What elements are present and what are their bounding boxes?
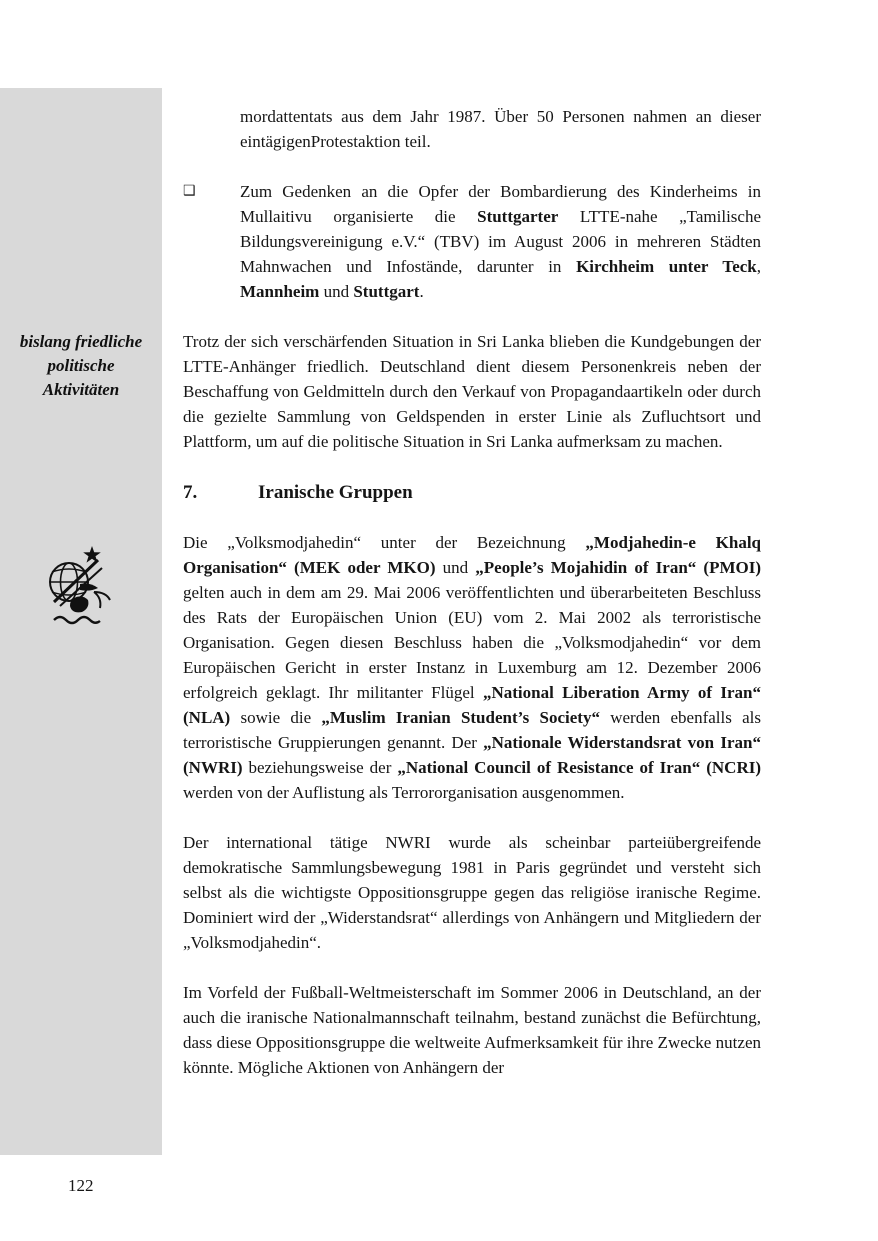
- paragraph-continuation: mordattentats aus dem Jahr 1987. Über 50 Personen nahmen an dieser eintägigenProtestaktion teil.: [240, 107, 761, 151]
- paragraph-nwri: Der international tätige NWRI wurde als scheinbar parteiübergreifende demokratische Sammlungsbewegung 1981 in Paris gegründet und versteht sich selbst als die wichtigste Oppositionsgruppe gegen das religiöse iranische Regime. Dominiert wird der „Widerstandsrat“ allerdings von Anhängern und Mitgliedern der „Volksmodjahedin“.: [183, 833, 761, 952]
- section-heading: [183, 480, 761, 505]
- margin-note-line: politische: [47, 356, 115, 375]
- section-number: 7.: [183, 482, 198, 503]
- bullet-item: [183, 179, 761, 304]
- paragraph-iranische-gruppen: Die „Volksmodjahedin“ unter der Bezeichnung „Modjahedin-e Khalq Organisation“ (MEK oder MKO) und „People’s Mojahidin of Iran“ (PMOI) gelten auch in dem am 29. Mai 2006 veröffentlichten und überarbeiteten Beschluss des Rats der Europäischen Union (EU) vom 2. Mai 2002 als terroristische Organisation. Gegen diesen Beschluss haben die „Volksmodjahedin“ vor dem Europäischen Gericht in erster Instanz in Luxemburg am 12. Dezember 2006 erfolgreich geklagt. Ihr militanter Flügel „National Liberation Army of Iran“ (NLA) sowie die „Muslim Iranian Student’s Society“ werden ebenfalls als terroristische Gruppierungen genannt. Der „Nationale Widerstandsrat von Iran“ (NWRI) beziehungsweise der „National Council of Resistance of Iran“ (NCRI) werden von der Auflistung als Terrororganisation ausgenommen.: [183, 533, 762, 802]
- main-content: [183, 104, 761, 1105]
- bullet-text: Zum Gedenken an die Opfer der Bombardierung des Kinderheims in Mullaitivu organisierte die Stuttgarter LTTE-nahe „Tamilische Bildungsvereinigung e.V.“ (TBV) im August 2006 in mehreren Städten Mahnwachen und Infostände, darunter in Kirchheim unter Teck, Mannheim und Stuttgart.: [240, 182, 762, 301]
- section-title: Iranische Gruppen: [258, 482, 413, 503]
- paragraph-weltmeisterschaft: Im Vorfeld der Fußball-Weltmeisterschaft im Sommer 2006 in Deutschland, an der auch die iranische Nationalmannschaft teilnahm, bestand zunächst die Befürchtung, dass diese Oppositionsgruppe die weltweite Aufmerksamkeit für ihre Zwecke nutzen könnte. Mögliche Aktionen von Anhängern der: [183, 983, 761, 1077]
- margin-note-line: Aktivitäten: [42, 380, 120, 399]
- page-number: 122: [68, 1176, 94, 1195]
- square-bullet-icon: ❑: [183, 184, 196, 199]
- margin-note: [6, 330, 156, 402]
- sidebar: [0, 88, 162, 1155]
- star-icon: [83, 546, 101, 563]
- paragraph-trotz: Trotz der sich verschärfenden Situation in Sri Lanka blieben die Kundgebungen der LTTE-Anhänger friedlich. Deutschland dient diesem Personenkreis neben der Beschaffung von Geldmitteln durch den Verkauf von Propagandaartikeln oder durch die gezielte Sammlung von Geldspenden in erster Linie als Zufluchtsort und Plattform, um auf die politische Situation in Sri Lanka aufmerksam zu machen.: [183, 332, 761, 451]
- margin-note-line: bislang friedliche: [19, 332, 143, 351]
- mek-emblem-logo: [36, 540, 122, 630]
